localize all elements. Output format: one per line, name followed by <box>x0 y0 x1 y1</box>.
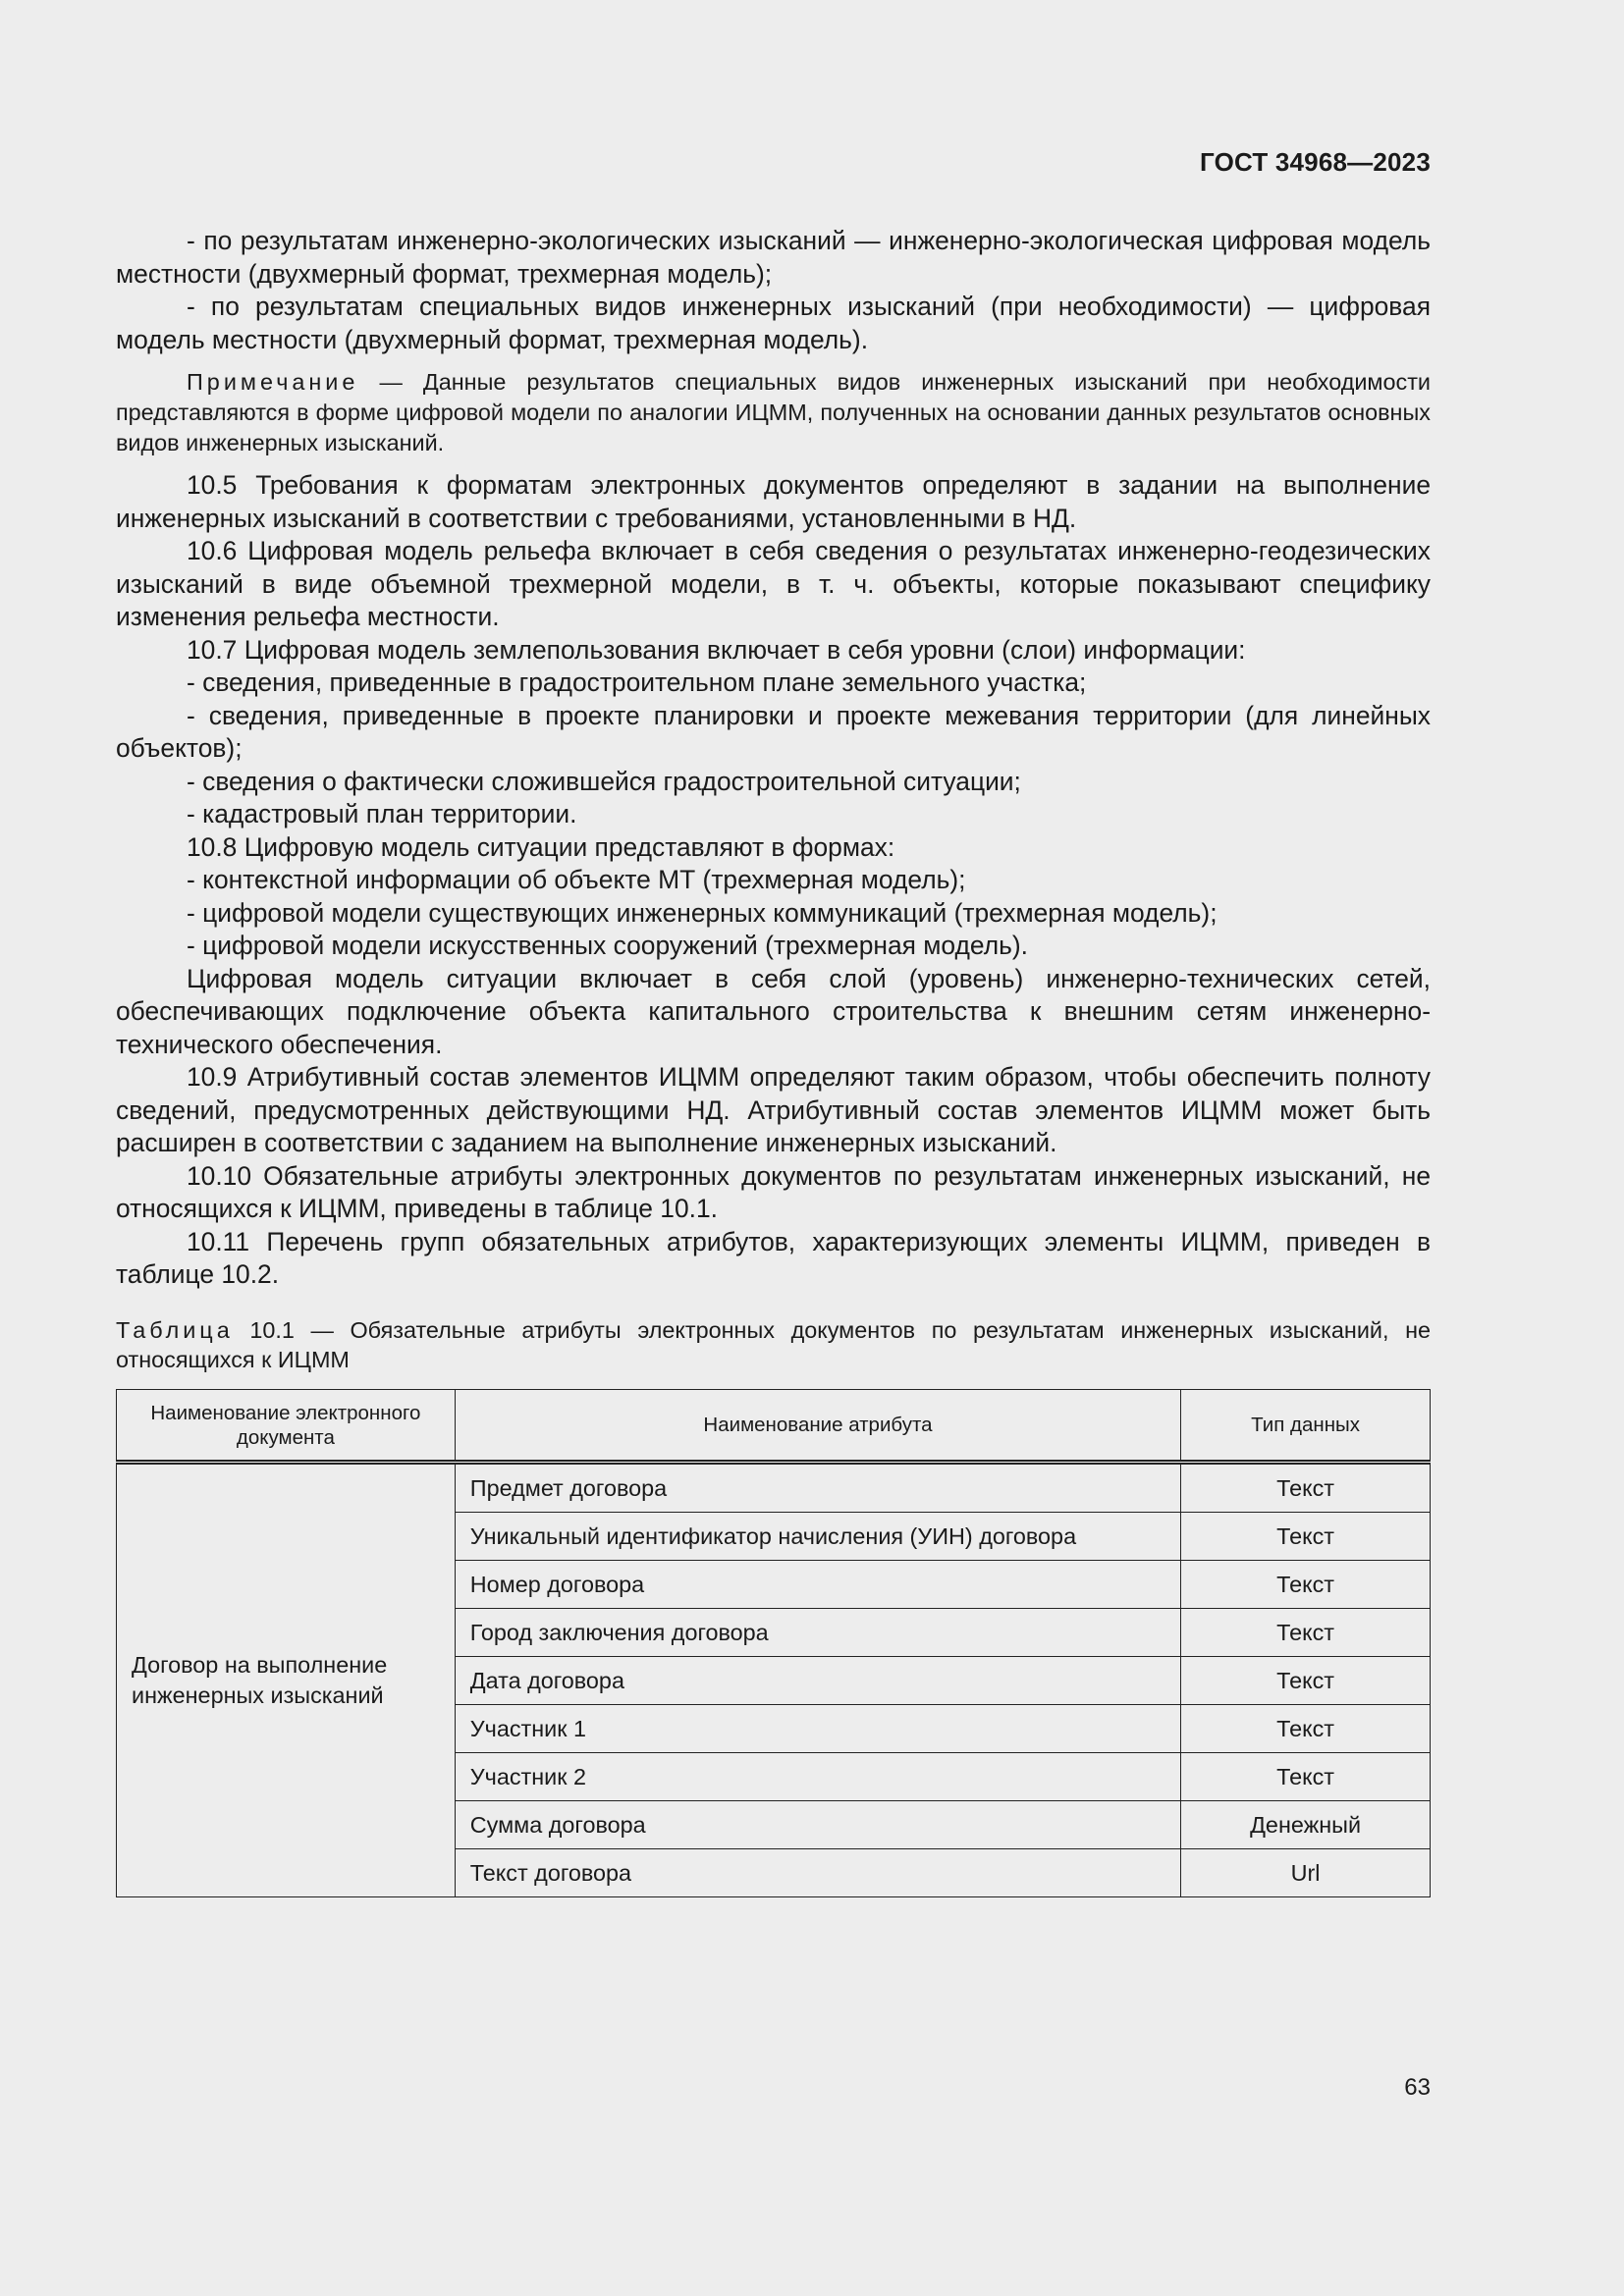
attr-cell: Текст договора <box>455 1849 1180 1897</box>
type-cell: Url <box>1181 1849 1431 1897</box>
header-doc-name: Наименование электронного документа <box>117 1390 456 1463</box>
table-header-row <box>117 1390 1431 1463</box>
table-row <box>117 1463 1431 1513</box>
table-caption-label: Таблица <box>116 1317 234 1343</box>
type-cell: Текст <box>1181 1513 1431 1561</box>
paragraph-10-11: 10.11 Перечень групп обязательных атрибутов, характеризующих элементы ИЦММ, приведен в таблице 10.2. <box>116 1226 1431 1289</box>
doc-name-cell: Договор на выполнение инженерных изысканий <box>117 1463 456 1897</box>
list-item: - по результатам инженерно-экологических изысканий — инженерно-экологическая цифровая модель местности (двухмерный формат, трехмерная модель); <box>116 226 1431 289</box>
document-number: ГОСТ 34968—2023 <box>1200 147 1431 177</box>
attr-cell: Уникальный идентификатор начисления (УИН) договора <box>455 1513 1180 1561</box>
list-item: - сведения, приведенные в градостроительном плане земельного участка; <box>187 667 1087 697</box>
list-item: - сведения о фактически сложившейся градостроительной ситуации; <box>187 766 1021 796</box>
paragraph-situation: Цифровая модель ситуации включает в себя слой (уровень) инженерно-технических сетей, обеспечивающих подключение объекта капитального строительства к внешним сетям инженерно-технического обеспечения. <box>116 963 1431 1059</box>
list-item: - по результатам специальных видов инженерных изысканий (при необходимости) — цифровая модель местности (двухмерный формат, трехмерная модель). <box>116 292 1431 354</box>
list-item: - цифровой модели искусственных сооружений (трехмерная модель). <box>187 931 1028 960</box>
attributes-table <box>116 1389 1431 1897</box>
type-cell: Текст <box>1181 1753 1431 1801</box>
header-attr-name: Наименование атрибута <box>455 1390 1180 1463</box>
attr-cell: Дата договора <box>455 1657 1180 1705</box>
list-item: - сведения, приведенные в проекте планировки и проекте межевания территории (для линейных объектов); <box>116 700 1431 763</box>
attr-cell: Предмет договора <box>455 1463 1180 1513</box>
table-caption-text: 10.1 — Обязательные атрибуты электронных документов по результатам инженерных изысканий, не относящихся к ИЦММ <box>116 1317 1431 1372</box>
attr-cell: Сумма договора <box>455 1801 1180 1849</box>
paragraph-10-8: 10.8 Цифровую модель ситуации представляют в формах: <box>187 831 895 862</box>
body-text <box>116 225 1431 1292</box>
type-cell: Текст <box>1181 1463 1431 1513</box>
paragraph-10-5: 10.5 Требования к форматам электронных документов определяют в задании на выполнение инженерных изысканий в соответствии с требованиями, установленными в НД. <box>116 470 1431 533</box>
type-cell: Денежный <box>1181 1801 1431 1849</box>
note-paragraph <box>116 367 1431 458</box>
paragraph-10-10: 10.10 Обязательные атрибуты электронных документов по результатам инженерных изысканий, не относящихся к ИЦММ, приведены в таблице 10.1. <box>116 1160 1431 1223</box>
list-item: - цифровой модели существующих инженерных коммуникаций (трехмерная модель); <box>187 897 1218 928</box>
attr-cell: Участник 2 <box>455 1753 1180 1801</box>
list-item: - кадастровый план территории. <box>187 799 577 828</box>
attr-cell: Город заключения договора <box>455 1609 1180 1657</box>
type-cell: Текст <box>1181 1657 1431 1705</box>
type-cell: Текст <box>1181 1705 1431 1753</box>
paragraph-10-9: 10.9 Атрибутивный состав элементов ИЦММ определяют таким образом, чтобы обеспечить полноту сведений, предусмотренных действующими НД. Атрибутивный состав элементов ИЦММ может быть расширен в соответствии с заданием на выполнение инженерных изысканий. <box>116 1062 1431 1157</box>
note-text: — Данные результатов специальных видов инженерных изысканий при необходимости представляются в форме цифровой модели по аналогии ИЦММ, полученных на основании данных результатов основных видов инженерных изысканий. <box>116 369 1431 455</box>
attr-cell: Номер договора <box>455 1561 1180 1609</box>
paragraph-10-7: 10.7 Цифровая модель землепользования включает в себя уровни (слои) информации: <box>187 634 1246 665</box>
list-item: - контекстной информации об объекте МТ (трехмерная модель); <box>187 865 966 894</box>
attr-cell: Участник 1 <box>455 1705 1180 1753</box>
paragraph-10-6: 10.6 Цифровая модель рельефа включает в себя сведения о результатах инженерно-геодезических изысканий в виде объемной трехмерной модели, в т. ч. объекты, которые показывают специфику изменения рельефа местности. <box>116 536 1431 631</box>
note-label: Примечание <box>187 369 359 395</box>
type-cell: Текст <box>1181 1561 1431 1609</box>
type-cell: Текст <box>1181 1609 1431 1657</box>
header-data-type: Тип данных <box>1181 1390 1431 1463</box>
page-number: 63 <box>1404 2074 1431 2101</box>
table-caption <box>116 1315 1431 1374</box>
